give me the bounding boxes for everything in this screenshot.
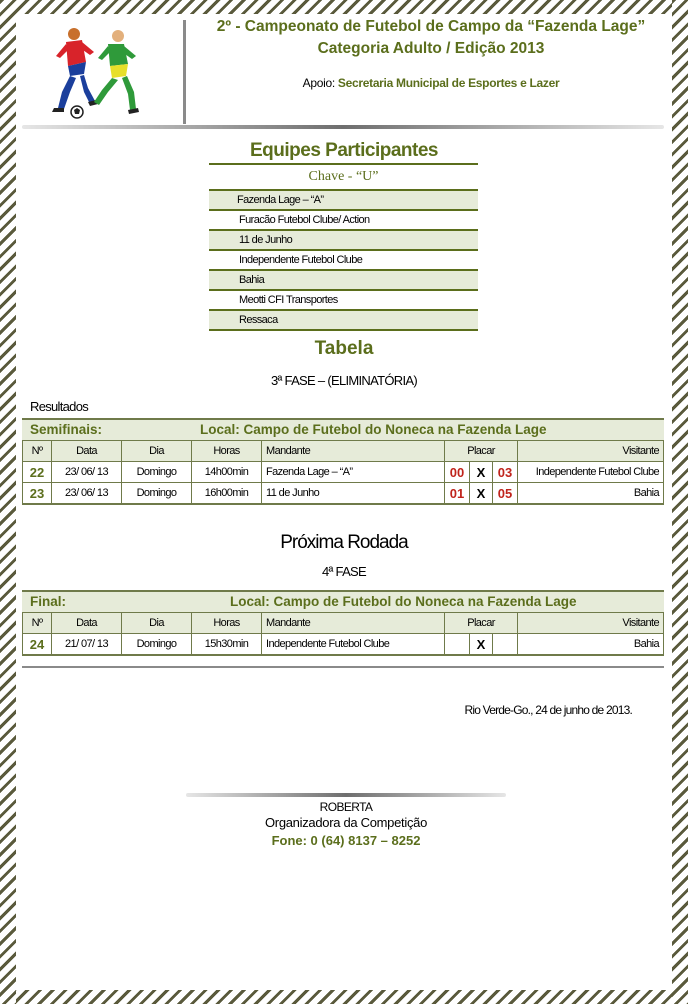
phase-heading: 3ª FASE – (ELIMINATÓRIA) [271, 373, 417, 388]
final-section [22, 590, 664, 656]
signature-role: Organizadora da Competição [264, 815, 428, 830]
results-label: Resultados [30, 399, 89, 414]
away-score: 05 [493, 483, 518, 505]
signature-name: ROBERTA [319, 800, 373, 814]
next-round-title: Próxima Rodada [280, 532, 408, 553]
dateline: Rio Verde-Go., 24 de junho de 2013. [464, 703, 632, 717]
col-num: Nº [23, 613, 52, 634]
semifinals-table [22, 440, 664, 505]
versus-mark: X [470, 462, 493, 483]
sponsor-line [196, 76, 666, 90]
home-team: 11 de Junho [262, 483, 445, 505]
away-team: Bahia [518, 634, 664, 656]
game-day: Domingo [122, 483, 192, 505]
away-score: 03 [493, 462, 518, 483]
signature-line [186, 793, 506, 797]
phase-label: Final: [30, 594, 66, 609]
decorative-border-bottom [0, 990, 688, 1004]
game-date: 21/ 07/ 13 [52, 634, 122, 656]
final-header [22, 592, 664, 612]
game-number: 22 [23, 462, 52, 483]
section-divider [22, 666, 664, 668]
team-item: Meotti CFI Transportes [209, 291, 478, 311]
team-item: Ressaca [209, 311, 478, 331]
sponsor-value: Secretaria Municipal de Esportes e Lazer [337, 76, 560, 90]
away-score [493, 634, 518, 656]
game-day: Domingo [122, 462, 192, 483]
col-home: Mandante [262, 613, 445, 634]
page-title: 2º - Campeonato de Futebol de Campo da “Fazenda Lage” [216, 18, 646, 35]
col-time: Horas [192, 441, 262, 462]
table-header-row [23, 441, 664, 462]
col-day: Dia [122, 613, 192, 634]
away-team: Bahia [518, 483, 664, 505]
game-date: 23/ 06/ 13 [52, 483, 122, 505]
venue-label: Local: Campo de Futebol do Noneca na Fazenda Lage [230, 594, 577, 609]
versus-mark: X [470, 634, 493, 656]
header-separator [22, 125, 664, 129]
header-divider [183, 20, 186, 124]
sponsor-label: Apoio: [302, 76, 335, 90]
versus-mark: X [470, 483, 493, 505]
team-item: Fazenda Lage – “A” [209, 191, 478, 211]
home-team: Independente Futebol Clube [262, 634, 445, 656]
game-time: 15h30min [192, 634, 262, 656]
table-row [23, 483, 664, 505]
col-num: Nº [23, 441, 52, 462]
semifinals-header [22, 420, 664, 440]
col-time: Horas [192, 613, 262, 634]
decorative-border-left [0, 0, 16, 1004]
teams-list [209, 163, 478, 331]
game-day: Domingo [122, 634, 192, 656]
team-item: Furacão Futebol Clube/ Action [209, 211, 478, 231]
semifinals-section [22, 418, 664, 505]
decorative-border-right [672, 0, 688, 1004]
home-score: 00 [445, 462, 470, 483]
final-table [22, 612, 664, 656]
teams-title: Equipes Participantes [249, 140, 438, 161]
col-date: Data [52, 613, 122, 634]
game-number: 23 [23, 483, 52, 505]
table-row [23, 634, 664, 656]
col-score: Placar [445, 613, 518, 634]
phase-label: Semifinais: [30, 422, 103, 437]
schedule-title: Tabela [314, 338, 374, 359]
home-team: Fazenda Lage – “A” [262, 462, 445, 483]
col-home: Mandante [262, 441, 445, 462]
table-header-row [23, 613, 664, 634]
game-time: 16h00min [192, 483, 262, 505]
away-team: Independente Futebol Clube [518, 462, 664, 483]
col-away: Visitante [518, 441, 664, 462]
home-score [445, 634, 470, 656]
decorative-border-top [0, 0, 688, 14]
team-item: Bahia [209, 271, 478, 291]
col-score: Placar [445, 441, 518, 462]
team-item: 11 de Junho [209, 231, 478, 251]
team-item: Independente Futebol Clube [209, 251, 478, 271]
table-row [23, 462, 664, 483]
col-date: Data [52, 441, 122, 462]
venue-label: Local: Campo de Futebol do Noneca na Fazenda Lage [200, 422, 547, 437]
col-day: Dia [122, 441, 192, 462]
group-label: Chave - “U” [209, 165, 478, 191]
game-number: 24 [23, 634, 52, 656]
phase-heading: 4ª FASE [322, 564, 366, 579]
game-time: 14h00min [192, 462, 262, 483]
game-date: 23/ 06/ 13 [52, 462, 122, 483]
contact-phone: Fone: 0 (64) 8137 – 8252 [271, 833, 421, 848]
soccer-players-icon [32, 22, 142, 122]
home-score: 01 [445, 483, 470, 505]
page-subtitle: Categoria Adulto / Edição 2013 [317, 40, 545, 57]
col-away: Visitante [518, 613, 664, 634]
